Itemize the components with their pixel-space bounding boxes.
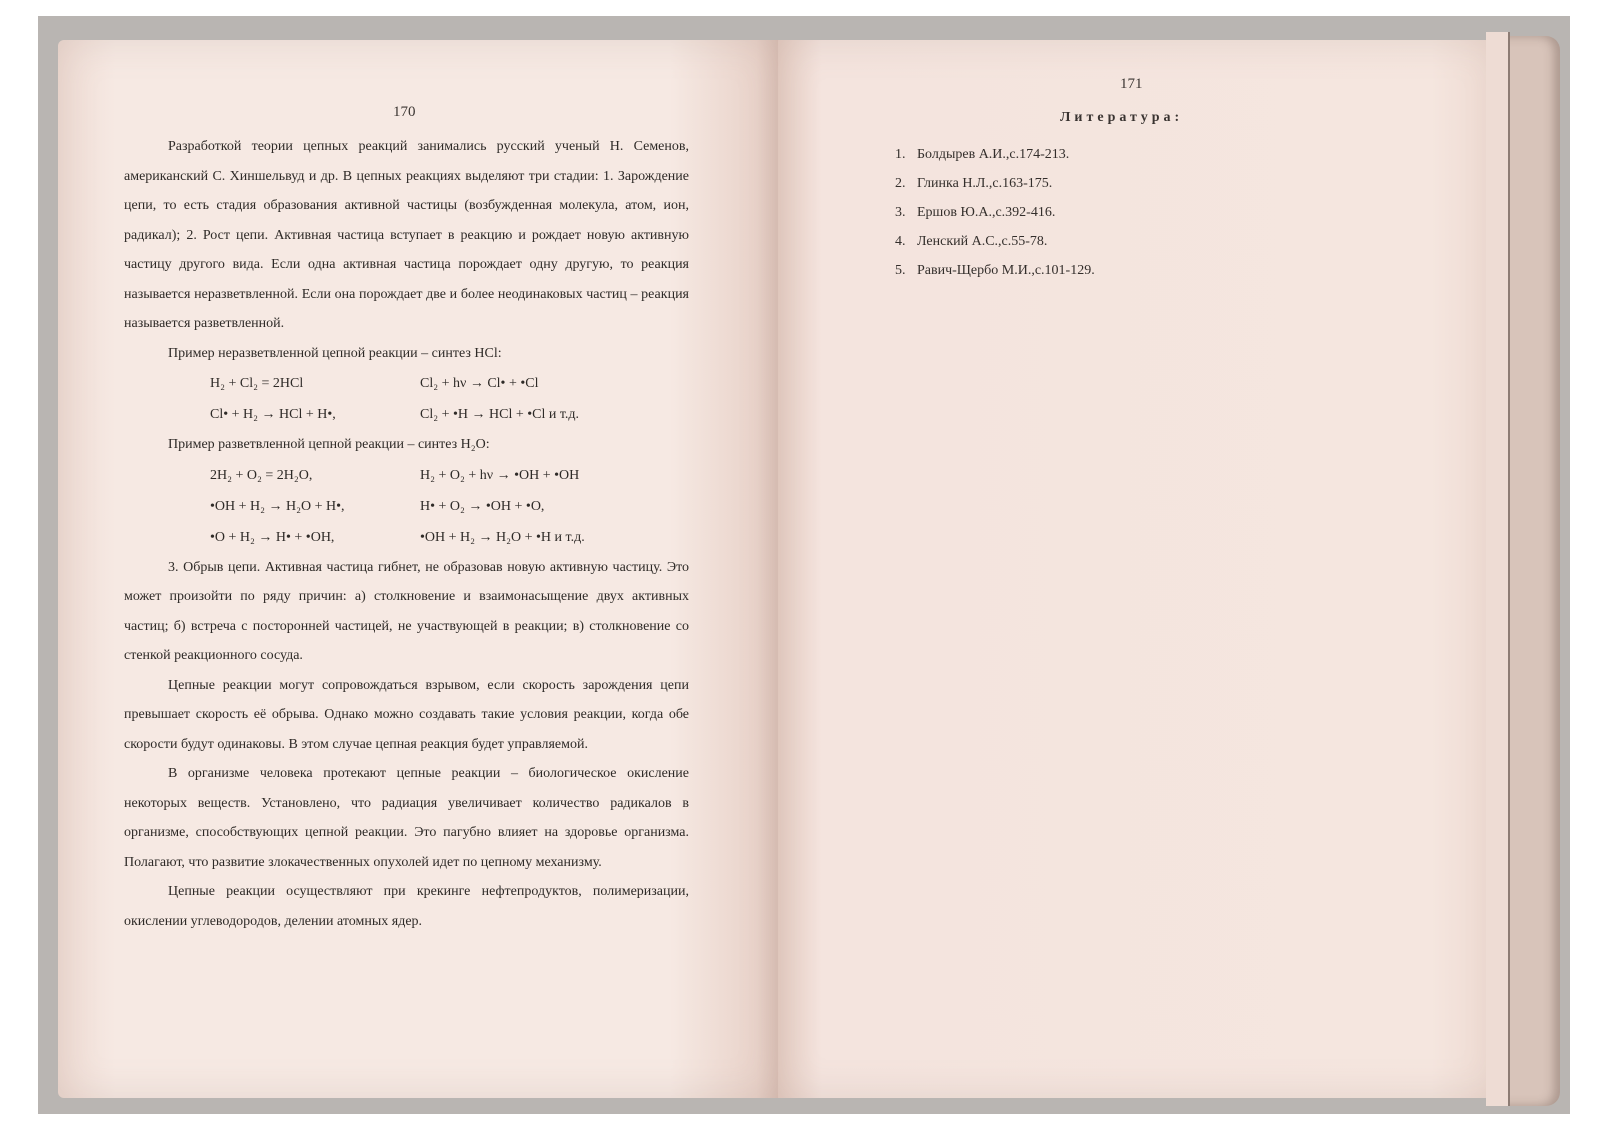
formula-row [124,522,689,553]
formula: Cl• + H₂ → HCl + H•, [210,407,336,422]
right-page [778,40,1504,1098]
example1-formulas [124,368,689,430]
paragraph-biology: В организме человека протекают цепные реакции – биологическое окисление некоторых веществ. Установлено, что радиация увеличивает количество радикалов в организме, способствующих цепной реакции. Это пагубно влияет на здоровье организма. Полагают, что развитие злокачественных опухолей идет по цепному механизму. [124,766,689,870]
reference-text: Ленский А.С.,с.55-78. [917,234,1048,249]
formula: H₂ + O₂ + hν → •OH + •OH [420,467,580,483]
reference-text: Ершов Ю.А.,с.392-416. [917,205,1056,220]
formula-row [124,399,689,430]
example1-intro: Пример неразветвленной цепной реакции – синтез HCl: [168,345,502,361]
reference-item [895,227,1095,256]
formula-row [124,491,689,522]
formula: H₂ + Cl₂ = 2HCl [210,376,304,391]
references-title: Литература: [1060,110,1184,125]
formula: 2H₂ + O₂ = 2H₂O, [210,467,313,483]
right-page-edge [1486,32,1510,1106]
reference-text: Болдырев А.И.,с.174-213. [917,147,1070,162]
reference-number: 2. [895,176,906,191]
right-page-number: 171 [1120,76,1143,92]
paragraph-explosion: Цепные реакции могут сопровождаться взрывом, если скорость зарождения цепи превышает скорость её обрыва. Однако можно создавать такие условия реакции, когда обе скорости будут одинаковы. В этом случае цепная реакция будет управляемой. [124,677,689,752]
paragraph-chain-termination: 3. Обрыв цепи. Активная частица гибнет, не образовав новую активную частицу. Это может произойти по ряду причин: а) столкновение и взаимонасыщение двух активных частиц; б) встреча с посторонней частицей, не участвующей в реакции; в) столкновение со стенкой реакционного сосуда. [124,559,689,663]
paragraph-applications: Цепные реакции осуществляют при крекинге нефтепродуктов, полимеризации, окислении углеводородов, делении атомных ядер. [124,884,689,929]
formula-row [124,460,689,491]
reference-number: 1. [895,147,906,162]
formula: •OH + H₂ → H₂O + •H и т.д. [420,529,585,545]
reference-text: Глинка Н.Л.,с.163-175. [917,176,1053,191]
left-page-number: 170 [393,104,416,120]
formula-row [124,368,689,399]
example2-formulas [124,460,689,553]
formula: Cl₂ + •H → HCl + •Cl и т.д. [420,407,580,422]
formula: •OH + H₂ → H₂O + H•, [210,498,345,514]
reference-number: 3. [895,205,906,220]
paragraph-chain-theory: Разработкой теории цепных реакций занимались русский ученый Н. Семенов, американский С. Хиншельвуд и др. В цепных реакциях выделяют три стадии: 1. Зарождение цепи, то есть стадия образования активной частицы (возбужденная молекула, атом, ион, радикал); 2. Рост цепи. Активная частица вступает в реакцию и рождает новую активную частицу другого вида. Если одна активная частица порождает одну другую, то реакция называется неразветвленной. Если она порождает две и более неодинаковых частиц – реакция называется разветвленной. [124,139,689,331]
references-list [895,140,1095,285]
reference-item [895,256,1095,285]
formula: Cl₂ + hν → Cl• + •Cl [420,376,539,391]
reference-number: 5. [895,263,906,278]
example2-intro: Пример разветвленной цепной реакции – синтез H₂O: [168,437,490,452]
reference-item [895,198,1095,227]
formula: H• + O₂ → •OH + •O, [420,498,545,514]
reference-item [895,169,1095,198]
reference-item [895,140,1095,169]
left-page-body [124,132,689,936]
reference-text: Равич-Щербо М.И.,с.101-129. [917,263,1095,278]
formula: •O + H₂ → H• + •OH, [210,529,335,545]
reference-number: 4. [895,234,906,249]
